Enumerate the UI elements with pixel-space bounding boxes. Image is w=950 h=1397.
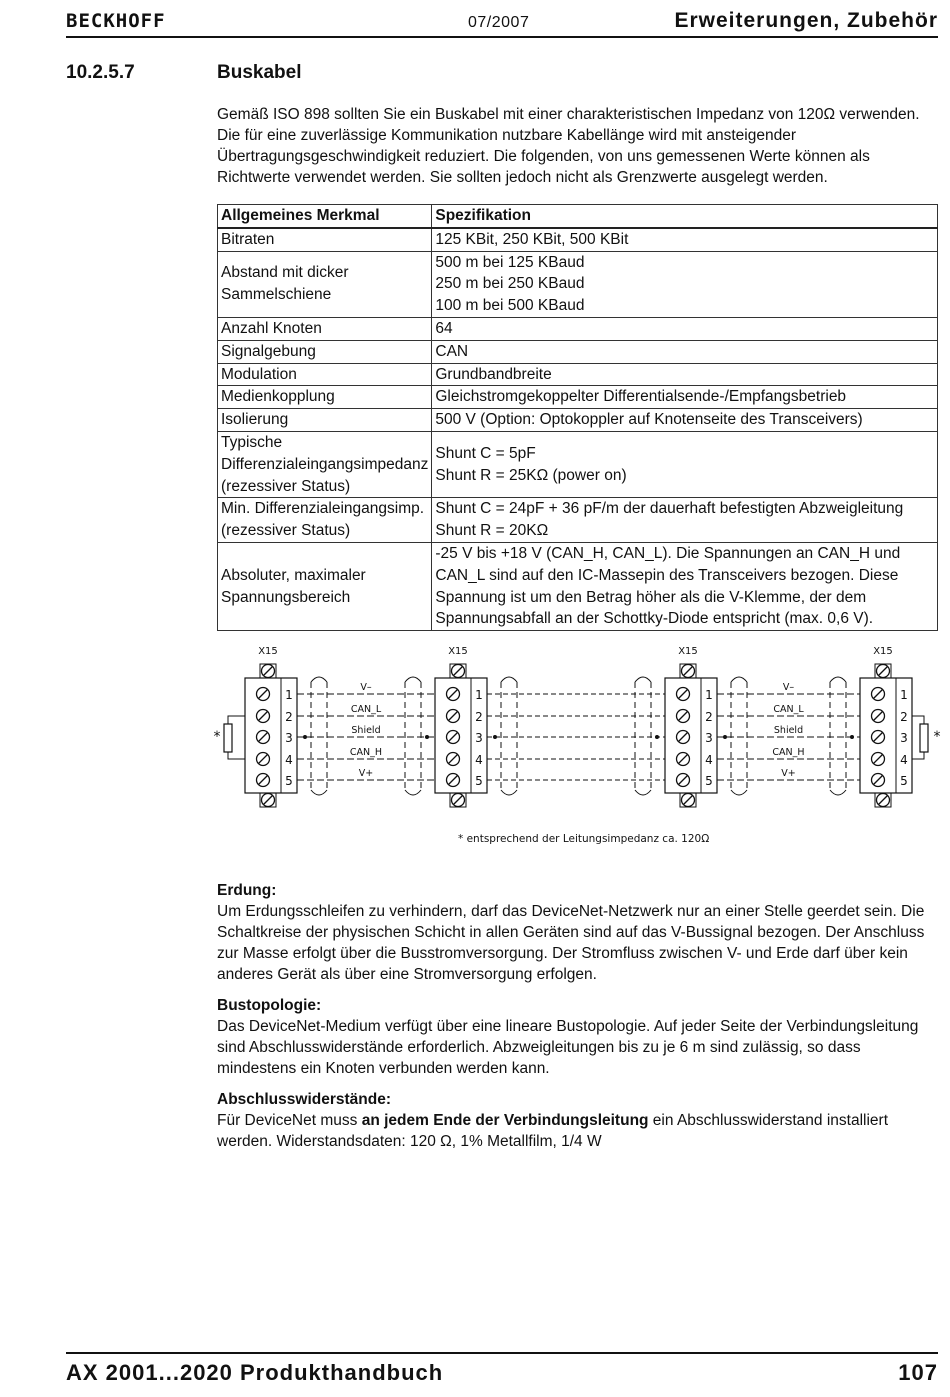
table-label: Isolierung — [218, 409, 432, 432]
table-label: Modulation — [218, 363, 432, 386]
pin-number: 5 — [900, 774, 908, 788]
shield-junction — [303, 735, 307, 739]
cable-jacket-top — [405, 677, 421, 682]
signal-label: CAN_L — [350, 704, 382, 715]
pin-number: 2 — [705, 710, 713, 724]
connector-label: X15 — [873, 646, 893, 657]
cable-jacket-bottom — [830, 790, 846, 795]
table-row — [218, 340, 938, 363]
table-row — [218, 498, 938, 543]
pin-number: 3 — [705, 731, 713, 745]
pin-number: 1 — [475, 688, 483, 702]
section-bustopologie — [217, 995, 937, 1079]
footer-title: AX 2001...2020 Produkthandbuch — [66, 1360, 444, 1385]
table-header-row — [218, 205, 938, 228]
pin-number: 4 — [705, 753, 713, 767]
table-value: Gleichstromgekoppelter Differentialsende-/Empfangsbetrieb — [432, 386, 938, 409]
pin-number: 4 — [285, 753, 293, 767]
section-title: Buskabel — [217, 62, 302, 83]
shield-junction — [425, 735, 429, 739]
table-row — [218, 431, 938, 497]
cable-jacket-top — [501, 677, 517, 682]
shield-junction — [723, 735, 727, 739]
signal-label: V– — [782, 682, 795, 693]
signal-label: Shield — [773, 725, 804, 736]
table-row — [218, 363, 938, 386]
pin-number: 3 — [475, 731, 483, 745]
pin-number: 1 — [900, 688, 908, 702]
intro-paragraph: Gemäß ISO 898 sollten Sie ein Buskabel mit einer charakteristischen Impedanz von 120Ω verwenden. Die für eine zuverlässige Kommunikation nutzbare Kabellänge wird mit ansteigender Übertragungsgeschwindigkeit reduziert. Die folgenden, von uns gemessenen Werte können als Richtwerte verwendet werden. Sie sollten jedoch nicht als Grenzwerte ausgelegt werden. — [217, 106, 920, 186]
table-label: Medienkopplung — [218, 386, 432, 409]
signal-label: CAN_L — [773, 704, 804, 715]
signal-label: V+ — [358, 768, 374, 779]
pin-number: 1 — [285, 688, 293, 702]
table-value: Shunt C = 5pF Shunt R = 25KΩ (power on) — [432, 431, 938, 497]
signal-label: V– — [360, 682, 372, 693]
diagram-footnote: * entsprechend der Leitungsimpedanz ca. 120Ω — [458, 833, 710, 845]
table-row — [218, 409, 938, 432]
cable-jacket-bottom — [311, 790, 327, 795]
table-value: CAN — [432, 340, 938, 363]
cable-jacket-bottom — [405, 790, 421, 795]
bus-wiring-diagram — [210, 640, 945, 835]
connector-label: X15 — [448, 646, 468, 657]
signal-label: CAN_H — [349, 747, 383, 758]
pin-number: 4 — [900, 753, 908, 767]
table-header-cell: Allgemeines Merkmal — [218, 205, 432, 228]
pin-number: 5 — [285, 774, 293, 788]
terminator-mark: * — [213, 729, 221, 745]
table-row — [218, 386, 938, 409]
table-label: Abstand mit dicker Sammelschiene — [218, 251, 432, 317]
table-label: Typische Differenzialeingangsimpedanz (rezessiver Status) — [218, 431, 432, 497]
pin-number: 2 — [475, 710, 483, 724]
table-value: Grundbandbreite — [432, 363, 938, 386]
section-number: 10.2.5.7 — [66, 62, 135, 83]
pin-number: 5 — [475, 774, 483, 788]
connector-label: X15 — [678, 646, 698, 657]
pin-number: 2 — [285, 710, 293, 724]
signal-label: CAN_H — [772, 747, 805, 758]
table-label: Signalgebung — [218, 340, 432, 363]
terminator-resistor — [920, 724, 928, 752]
shield-junction — [850, 735, 854, 739]
section-text: Um Erdungsschleifen zu verhindern, darf das DeviceNet-Netzwerk nur an einer Stelle geerdet sein. Die Schaltkreise der physischen Schicht in allen Geräten sind auf das V-Bussignal bezogen. Der Anschluss zur Masse erfolgt über die Busstromversorgung. Der Stromfluss zwischen V- und Erde darf über kein anderes Gerät als über eine Stromversorgung erfolgen. — [217, 903, 925, 983]
cable-jacket-bottom — [635, 790, 651, 795]
shield-junction — [655, 735, 659, 739]
table-row — [218, 317, 938, 340]
cable-jacket-top — [731, 677, 747, 682]
terminator-mark: * — [933, 729, 941, 745]
cable-jacket-top — [311, 677, 327, 682]
brand-logo: BECKHOFF — [66, 10, 166, 32]
table-row — [218, 251, 938, 317]
table-label: Bitraten — [218, 228, 432, 251]
terminator-resistor — [224, 724, 232, 752]
cable-jacket-top — [635, 677, 651, 682]
table-value: 500 m bei 125 KBaud 250 m bei 250 KBaud 100 m bei 500 KBaud — [432, 251, 938, 317]
table-label: Anzahl Knoten — [218, 317, 432, 340]
pin-number: 2 — [900, 710, 908, 724]
pin-number: 1 — [705, 688, 713, 702]
pin-number: 5 — [705, 774, 713, 788]
page-number: 107 — [898, 1360, 938, 1385]
table-value: 64 — [432, 317, 938, 340]
table-value: -25 V bis +18 V (CAN_H, CAN_L). Die Spannungen an CAN_H und CAN_L sind auf den IC-Massepin des Transceivers bezogen. Diese Spannung ist um den Betrag höher als die V-Klemme, der dem Spannungsabfall an der Schottky-Diode entspricht (max. 0,6 V). — [432, 542, 938, 630]
section-heading: Erdung: — [217, 882, 277, 899]
cable-jacket-bottom — [731, 790, 747, 795]
connector-label: X15 — [258, 646, 278, 657]
signal-label: V+ — [781, 768, 796, 779]
page-header — [66, 8, 938, 38]
cable-jacket-top — [830, 677, 846, 682]
header-title: Erweiterungen, Zubehör — [674, 9, 938, 32]
pin-number: 3 — [900, 731, 908, 745]
table-row — [218, 542, 938, 630]
spec-table — [217, 204, 938, 631]
pin-number: 3 — [285, 731, 293, 745]
section-abschluss — [217, 1089, 937, 1152]
section-erdung — [217, 880, 937, 985]
section-text: Das DeviceNet-Medium verfügt über eine lineare Bustopologie. Auf jeder Seite der Verbindungsleitung sind Abschlusswiderstände erforderlich. Abzweigleitungen bis zu je 6 m sind zulässig, so dass mindestens ein Knoten verbunden werden kann. — [217, 1018, 919, 1077]
signal-label: Shield — [351, 725, 381, 736]
header-date: 07/2007 — [468, 14, 530, 31]
table-header-cell: Spezifikation — [432, 205, 938, 228]
section-text: Für DeviceNet muss an jedem Ende der Verbindungsleitung ein Abschlusswiderstand installiert werden. Widerstandsdaten: 120 Ω, 1% Metallfilm, 1/4 W — [217, 1112, 889, 1150]
table-value: 125 KBit, 250 KBit, 500 KBit — [432, 228, 938, 251]
table-label: Absoluter, maximaler Spannungsbereich — [218, 542, 432, 630]
section-heading: Abschlusswiderstände: — [217, 1091, 391, 1108]
section-heading: Bustopologie: — [217, 997, 322, 1014]
table-value: 500 V (Option: Optokoppler auf Knotenseite des Transceivers) — [432, 409, 938, 432]
table-row — [218, 228, 938, 251]
shield-junction — [493, 735, 497, 739]
table-label: Min. Differenzialeingangsimp. (rezessiver Status) — [218, 498, 432, 543]
pin-number: 4 — [475, 753, 483, 767]
cable-jacket-bottom — [501, 790, 517, 795]
table-value: Shunt C = 24pF + 36 pF/m der dauerhaft befestigten Abzweigleitung Shunt R = 20KΩ — [432, 498, 938, 543]
page-footer — [66, 1352, 938, 1394]
